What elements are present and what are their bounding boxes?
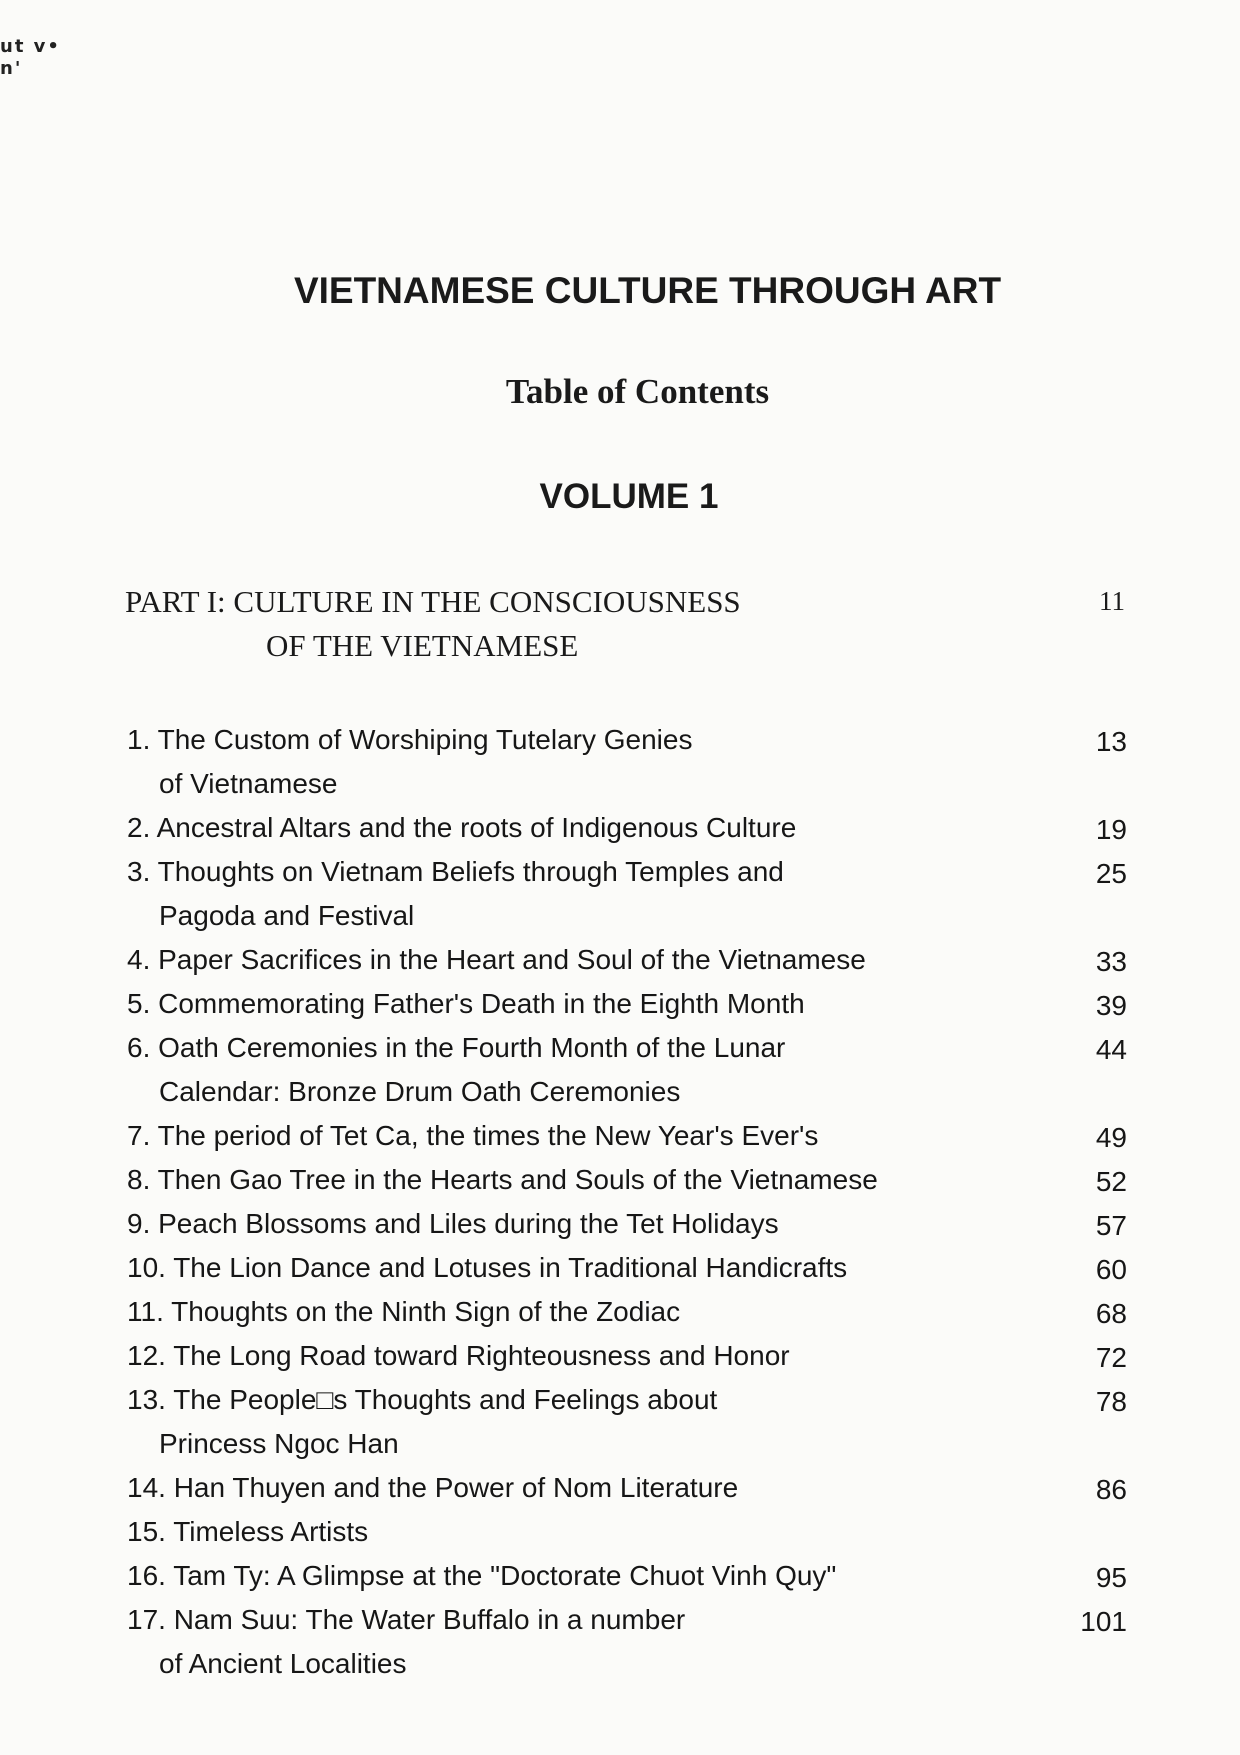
toc-entry-title-line2: Calendar: Bronze Drum Oath Ceremonies — [159, 1076, 681, 1107]
toc-entry-page-number: 101 — [1080, 1606, 1127, 1637]
toc-entry — [127, 1378, 1127, 1466]
toc-entry-title-line1: 9. Peach Blossoms and Liles during the Tet Holidays — [127, 1208, 779, 1239]
toc-entry-title — [127, 1290, 1007, 1334]
toc-entry-title — [127, 806, 1007, 850]
toc-entry — [127, 938, 1127, 982]
toc-entry-title-line1: 13. The People□s Thoughts and Feelings about — [127, 1384, 718, 1415]
toc-entry-title-line1: 16. Tam Ty: A Glimpse at the "Doctorate Chuot Vinh Quy" — [127, 1560, 837, 1591]
toc-entry-title-line2: of Ancient Localities — [159, 1648, 407, 1679]
toc-entry — [127, 1598, 1127, 1686]
toc-entry-page-number: 33 — [1095, 946, 1127, 977]
toc-entry-title-line1: 6. Oath Ceremonies in the Fourth Month of the Lunar — [127, 1032, 786, 1063]
toc-entry-title — [127, 938, 1007, 982]
part-title — [125, 580, 741, 668]
toc-entry-page-number: 49 — [1095, 1122, 1127, 1153]
toc-entry-page-number: 13 — [1095, 726, 1127, 757]
corner-scan-mark — [0, 36, 61, 80]
toc-entry-title — [127, 1246, 1007, 1290]
toc-heading: Table of Contents — [505, 372, 770, 411]
toc-entry-title-line1: 14. Han Thuyen and the Power of Nom Literature — [127, 1472, 739, 1503]
toc-entry — [127, 1202, 1127, 1246]
toc-entry-title — [127, 1026, 1007, 1114]
toc-entry-page-number: 86 — [1095, 1474, 1127, 1505]
part-title-line1: PART I: CULTURE IN THE CONSCIOUSNESS — [125, 584, 741, 619]
toc-entry-title-line2: Pagoda and Festival — [159, 900, 415, 931]
toc-entry-title-line1: 3. Thoughts on Vietnam Beliefs through Temples and — [127, 856, 784, 887]
toc-entry-title — [127, 1114, 1007, 1158]
toc-entry — [127, 982, 1127, 1026]
toc-entry — [127, 1246, 1127, 1290]
toc-entry — [127, 1026, 1127, 1114]
toc-entry-title-line1: 1. The Custom of Worshiping Tutelary Genies — [127, 724, 693, 755]
toc-entry-page-number: 72 — [1095, 1342, 1127, 1373]
toc-entry — [127, 1334, 1127, 1378]
corner-scan-text: ut v• n' — [0, 36, 61, 79]
toc-entry-title — [127, 1202, 1007, 1246]
toc-entry — [127, 1158, 1127, 1202]
toc-entry-page-number: 52 — [1095, 1166, 1127, 1197]
toc-entry-page-number: 60 — [1095, 1254, 1127, 1285]
toc-entry-title-line1: 2. Ancestral Altars and the roots of Indigenous Culture — [127, 812, 797, 843]
toc-entry-title — [127, 1554, 1007, 1598]
toc-entry-page-number: 39 — [1095, 990, 1127, 1021]
toc-entry-title — [127, 982, 1007, 1026]
toc-entry-title — [127, 850, 1007, 938]
toc-entry-title-line1: 4. Paper Sacrifices in the Heart and Soul of the Vietnamese — [127, 944, 866, 975]
part-title-line2: OF THE VIETNAMESE — [266, 628, 579, 663]
toc-entry-title-line1: 10. The Lion Dance and Lotuses in Traditional Handicrafts — [127, 1252, 848, 1283]
toc-entry-list — [127, 718, 1127, 1686]
toc-entry — [127, 1466, 1127, 1510]
toc-entry — [127, 806, 1127, 850]
toc-entry-title-line1: 5. Commemorating Father's Death in the Eighth Month — [127, 988, 805, 1019]
toc-entry-title — [127, 1158, 1007, 1202]
toc-entry-title-line2: Princess Ngoc Han — [159, 1428, 399, 1459]
toc-entry-page-number: 57 — [1095, 1210, 1127, 1241]
toc-entry-page-number: 44 — [1095, 1034, 1127, 1065]
toc-entry-title-line1: 17. Nam Suu: The Water Buffalo in a number — [127, 1604, 686, 1635]
toc-entry-title-line1: 12. The Long Road toward Righteousness and Honor — [127, 1340, 790, 1371]
toc-entry-title-line1: 11. Thoughts on the Ninth Sign of the Zodiac — [127, 1296, 681, 1327]
toc-entry — [127, 1510, 1127, 1554]
toc-entry — [127, 850, 1127, 938]
toc-entry-page-number: 95 — [1095, 1562, 1127, 1593]
toc-entry-title-line1: 7. The period of Tet Ca, the times the New Year's Ever's — [127, 1120, 819, 1151]
toc-entry — [127, 718, 1127, 806]
toc-entry-page-number: 19 — [1095, 814, 1127, 845]
toc-entry-title — [127, 1378, 1007, 1466]
part-page-number: 11 — [1099, 586, 1125, 616]
toc-entry-page-number: 68 — [1095, 1298, 1127, 1329]
volume-heading: VOLUME 1 — [539, 477, 719, 516]
toc-entry-title — [127, 1510, 1007, 1554]
toc-entry-title-line1: 8. Then Gao Tree in the Hearts and Souls of the Vietnamese — [127, 1164, 878, 1195]
toc-entry-title-line2: of Vietnamese — [159, 768, 338, 799]
toc-entry-title-line1: 15. Timeless Artists — [127, 1516, 369, 1547]
toc-entry-title — [127, 1598, 1007, 1686]
toc-entry-page-number: 78 — [1095, 1386, 1127, 1417]
book-title: VIETNAMESE CULTURE THROUGH ART — [293, 270, 1002, 311]
toc-entry — [127, 1290, 1127, 1334]
toc-entry-title — [127, 718, 1007, 806]
toc-entry-page-number: 25 — [1095, 858, 1127, 889]
toc-entry — [127, 1114, 1127, 1158]
toc-entry-title — [127, 1334, 1007, 1378]
toc-entry — [127, 1554, 1127, 1598]
toc-entry-title — [127, 1466, 1007, 1510]
